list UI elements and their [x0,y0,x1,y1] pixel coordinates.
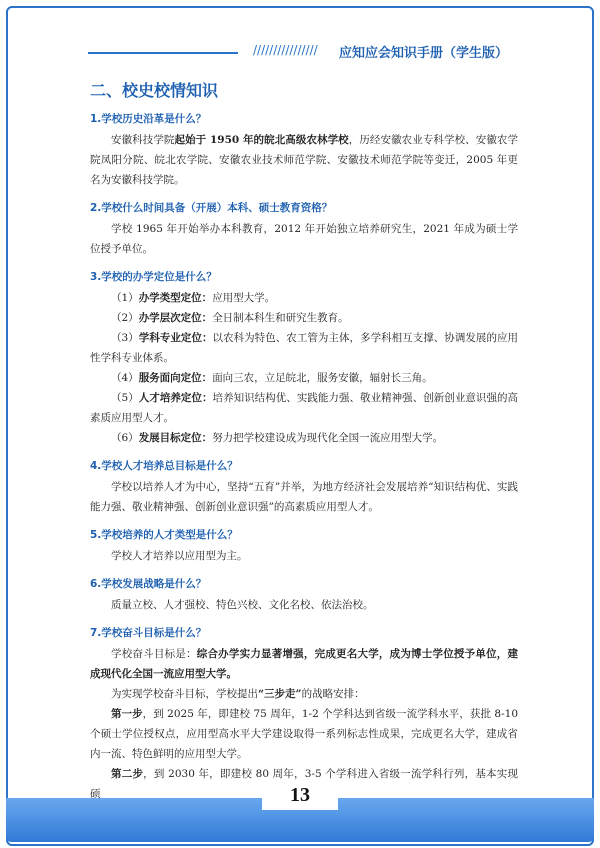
item-num: （6） [111,432,139,444]
answer-1-pre: 安徽科技学院 [111,134,175,146]
answer-3-item-4 [90,368,518,388]
answer-3-item-6 [90,428,518,448]
step-label: 第一步 [111,708,143,720]
page-number: 13 [290,784,310,806]
answer-2: 学校 1965 年开始举办本科教育，2012 年开始独立培养研究生，2021 年成为硕士学位授予单位。 [90,223,518,255]
item-text: 全日制本科生和研究生教育。 [212,312,349,324]
step-text: ，到 2025 年，即建校 75 周年，1-2 个学科达到省级一流学科水平，获批 8-10 个硕士学位授权点，应用型高水平大学建设取得一系列标志性成果，完成更名大学，建成省内一流、特色鲜明的应用型大学。 [90,708,519,760]
answer-3-item-5 [90,388,518,428]
item-label: 学科专业定位： [138,332,213,344]
answer-1-post: ，历经安徽农业专科学校、安徽农学院凤阳分院、皖北农学院、安徽农业技术师范学院、安徽技术师范学院等变迁，2005 年更名为安徽科技学院。 [90,134,518,186]
answer-1 [90,130,518,190]
item-label: 办学层次定位： [138,312,213,324]
step-text: ，到 2030 年，即建校 80 周年，3-5 个学科进入省级一流学科行列，基本实现硕 [90,768,518,800]
answer-7-goal [90,644,518,684]
running-header [88,42,508,64]
question-2-title: 2.学校什么时间具备（开展）本科、硕士教育资格？ [90,202,333,214]
item-num: （5） [111,392,139,404]
question-1-title: 1.学校历史沿革是什么？ [90,113,207,125]
question-3-title: 3.学校的办学定位是什么？ [90,271,217,283]
item-num: （3） [111,332,139,344]
answer-7-strategy [90,684,518,704]
answer-3-item-3 [90,328,518,368]
answer-5: 学校人才培养以应用型为主。 [111,550,248,562]
answer-3-item-2 [90,308,518,328]
item-text: 应用型大学。 [212,292,276,304]
header-slashes: //////////////// [253,43,318,57]
goal-pre: 学校奋斗目标是： [111,648,197,660]
question-7-title: 7.学校奋斗目标是什么？ [90,627,207,639]
item-num: （4） [111,372,139,384]
strategy-bold: “三步走” [258,688,302,700]
header-rule [88,52,238,54]
answer-7-step-1 [90,704,518,764]
item-label: 服务面向定位： [138,372,213,384]
item-text: 以农科为特色、农工管为主体，多学科相互支撑、协调发展的应用性学科专业体系。 [90,332,519,364]
item-text: 努力把学校建设成为现代化全国一流应用型大学。 [212,432,444,444]
answer-7-step-2 [90,764,518,804]
question-6-title: 6.学校发展战略是什么？ [90,578,207,590]
answer-6: 质量立校、人才强校、特色兴校、文化名校、依法治校。 [111,599,374,611]
item-text: 培养知识结构优、实践能力强、敬业精神强、创新创业意识强的高素质应用型人才。 [90,392,519,424]
item-num: （2） [111,312,139,324]
header-title: 应知应会知识手册（学生版） [338,46,508,61]
answer-3-item-1 [90,288,518,308]
question-4-title: 4.学校人才培养总目标是什么？ [90,460,238,472]
item-num: （1） [111,292,139,304]
step-label: 第二步 [111,768,144,780]
strategy-pre: 为实现学校奋斗目标，学校提出 [111,688,258,700]
page-content [90,78,518,804]
section-title: 二、校史校情知识 [90,81,219,100]
goal-bold: 综合办学实力显著增强，完成更名大学，成为博士学位授予单位，建成现代化全国一流应用型大学。 [90,648,519,680]
item-label: 发展目标定位： [138,432,213,444]
item-text: 面向三农，立足皖北，服务安徽，辐射长三角。 [212,372,433,384]
strategy-post: 的战略安排： [301,688,365,700]
answer-4: 学校以培养人才为中心，坚持“五育”并举，为地方经济社会发展培养“知识结构优、实践能力强、敬业精神强、创新创业意识强”的高素质应用型人才。 [90,481,518,513]
answer-1-bold: 起始于 1950 年的皖北高级农林学校 [174,134,349,146]
item-label: 人才培养定位： [138,392,213,404]
item-label: 办学类型定位： [138,292,213,304]
question-5-title: 5.学校培养的人才类型是什么？ [90,529,238,541]
